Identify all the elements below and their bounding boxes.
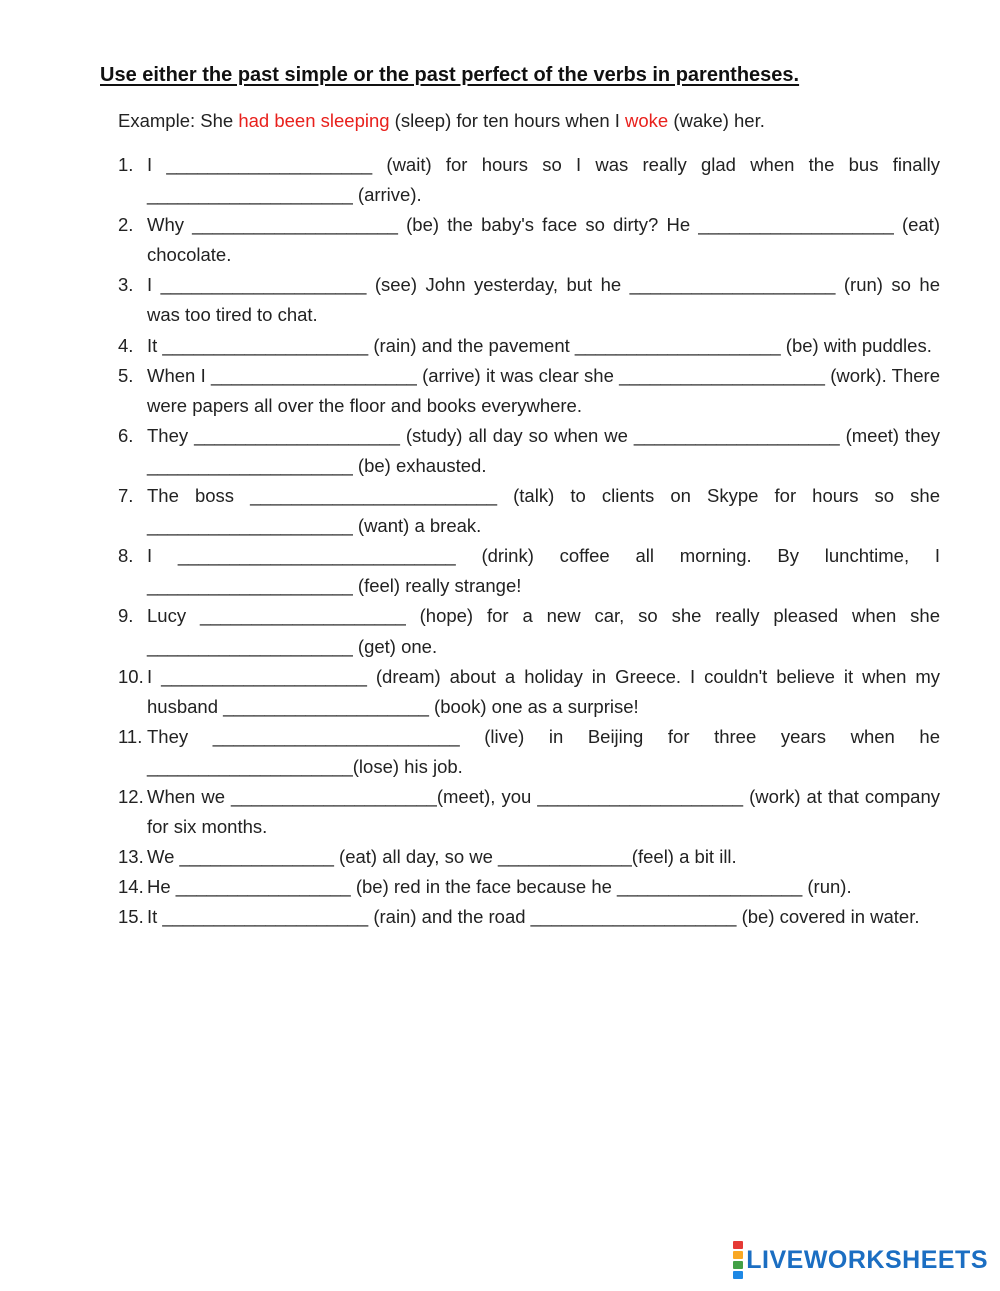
exercise-text: It ____________________ (rain) and the pavement ____________________ (be) with puddles. — [147, 334, 932, 356]
exercise-text: I ____________________ (dream) about a holiday in Greece. I couldn't believe it when my husband ____________________ (book) one as a surprise! — [147, 665, 940, 717]
exercise-text: When we ____________________(meet), you ____________________ (work) at that company for six months. — [147, 785, 940, 838]
exercise-number: 5. — [118, 364, 134, 386]
exercise-text: It ____________________ (rain) and the road ____________________ (be) covered in water. — [147, 906, 920, 928]
exercise-item — [118, 541, 940, 601]
exercise-item — [118, 722, 940, 782]
exercise-text: Why ____________________ (be) the baby's face so dirty? He ___________________ (eat) chocolate. — [147, 214, 940, 266]
example-sentence — [118, 108, 765, 134]
exercise-number: 10. — [118, 665, 144, 687]
exercise-text: I ____________________ (wait) for hours so I was really glad when the bus finally ____________________ (arrive). — [147, 154, 940, 206]
exercise-item — [118, 150, 940, 210]
example-middle: (sleep) for ten hours when I — [389, 110, 626, 131]
exercise-number: 14. — [118, 876, 144, 898]
exercise-text: We _______________ (eat) all day, so we _____________(feel) a bit ill. — [147, 846, 737, 868]
logo-block-green — [733, 1261, 743, 1269]
exercise-text: They ________________________ (live) in Beijing for three years when he ____________________(lose) his job. — [147, 725, 940, 777]
exercise-text: I ____________________ (see) John yesterday, but he ____________________ (run) so he was too tired to chat. — [147, 274, 940, 326]
exercise-number: 2. — [118, 214, 134, 236]
exercise-number: 9. — [118, 605, 134, 627]
exercise-text: They ____________________ (study) all day so when we ____________________ (meet) they ____________________ (be) exhausted. — [147, 424, 940, 476]
logo-block-blue — [733, 1271, 743, 1279]
logo-block-yellow — [733, 1251, 743, 1259]
exercise-number: 13. — [118, 846, 144, 868]
exercise-text: Lucy ____________________ (hope) for a new car, so she really pleased when she ____________________ (get) one. — [147, 605, 940, 657]
logo-text: LIVEWORKSHEETS — [746, 1246, 988, 1274]
exercise-number: 11. — [118, 725, 143, 747]
example-answer-1: had been sleeping — [238, 110, 390, 131]
exercise-item — [118, 361, 940, 421]
exercise-number: 7. — [118, 485, 134, 507]
example-suffix: (wake) her. — [668, 110, 765, 131]
exercise-number: 1. — [118, 154, 134, 175]
exercise-number: 15. — [118, 906, 144, 928]
exercise-item — [118, 331, 940, 361]
exercise-item — [118, 842, 940, 872]
exercise-number: 4. — [118, 334, 134, 356]
exercise-list — [118, 150, 940, 932]
worksheet-title: Use either the past simple or the past perfect of the verbs in parentheses. — [100, 64, 800, 86]
exercise-item — [118, 782, 940, 842]
logo-color-blocks-icon — [733, 1241, 743, 1279]
exercise-item — [118, 872, 940, 902]
exercise-item — [118, 270, 940, 330]
exercise-number: 8. — [118, 545, 134, 567]
exercise-number: 6. — [118, 424, 134, 446]
exercise-item — [118, 210, 940, 270]
exercise-text: He _________________ (be) red in the face because he __________________ (run). — [147, 876, 852, 898]
exercise-item — [118, 662, 940, 722]
exercise-item — [118, 601, 940, 661]
liveworksheets-logo[interactable] — [733, 1241, 988, 1279]
example-answer-2: woke — [625, 110, 669, 131]
exercise-text: I ___________________________ (drink) coffee all morning. By lunchtime, I ____________________ (feel) really strange! — [147, 545, 940, 597]
exercise-text: When I ____________________ (arrive) it was clear she ____________________ (work). There were papers all over the floor and books everywhere. — [147, 364, 940, 416]
exercise-number: 3. — [118, 274, 134, 296]
exercise-number: 12. — [118, 785, 144, 807]
exercise-text: The boss ________________________ (talk) to clients on Skype for hours so she ____________________ (want) a break. — [147, 485, 940, 537]
example-prefix: Example: She — [118, 110, 239, 131]
logo-block-red — [733, 1241, 743, 1249]
exercise-item — [118, 421, 940, 481]
exercise-item — [118, 481, 940, 541]
exercise-item — [118, 902, 940, 932]
